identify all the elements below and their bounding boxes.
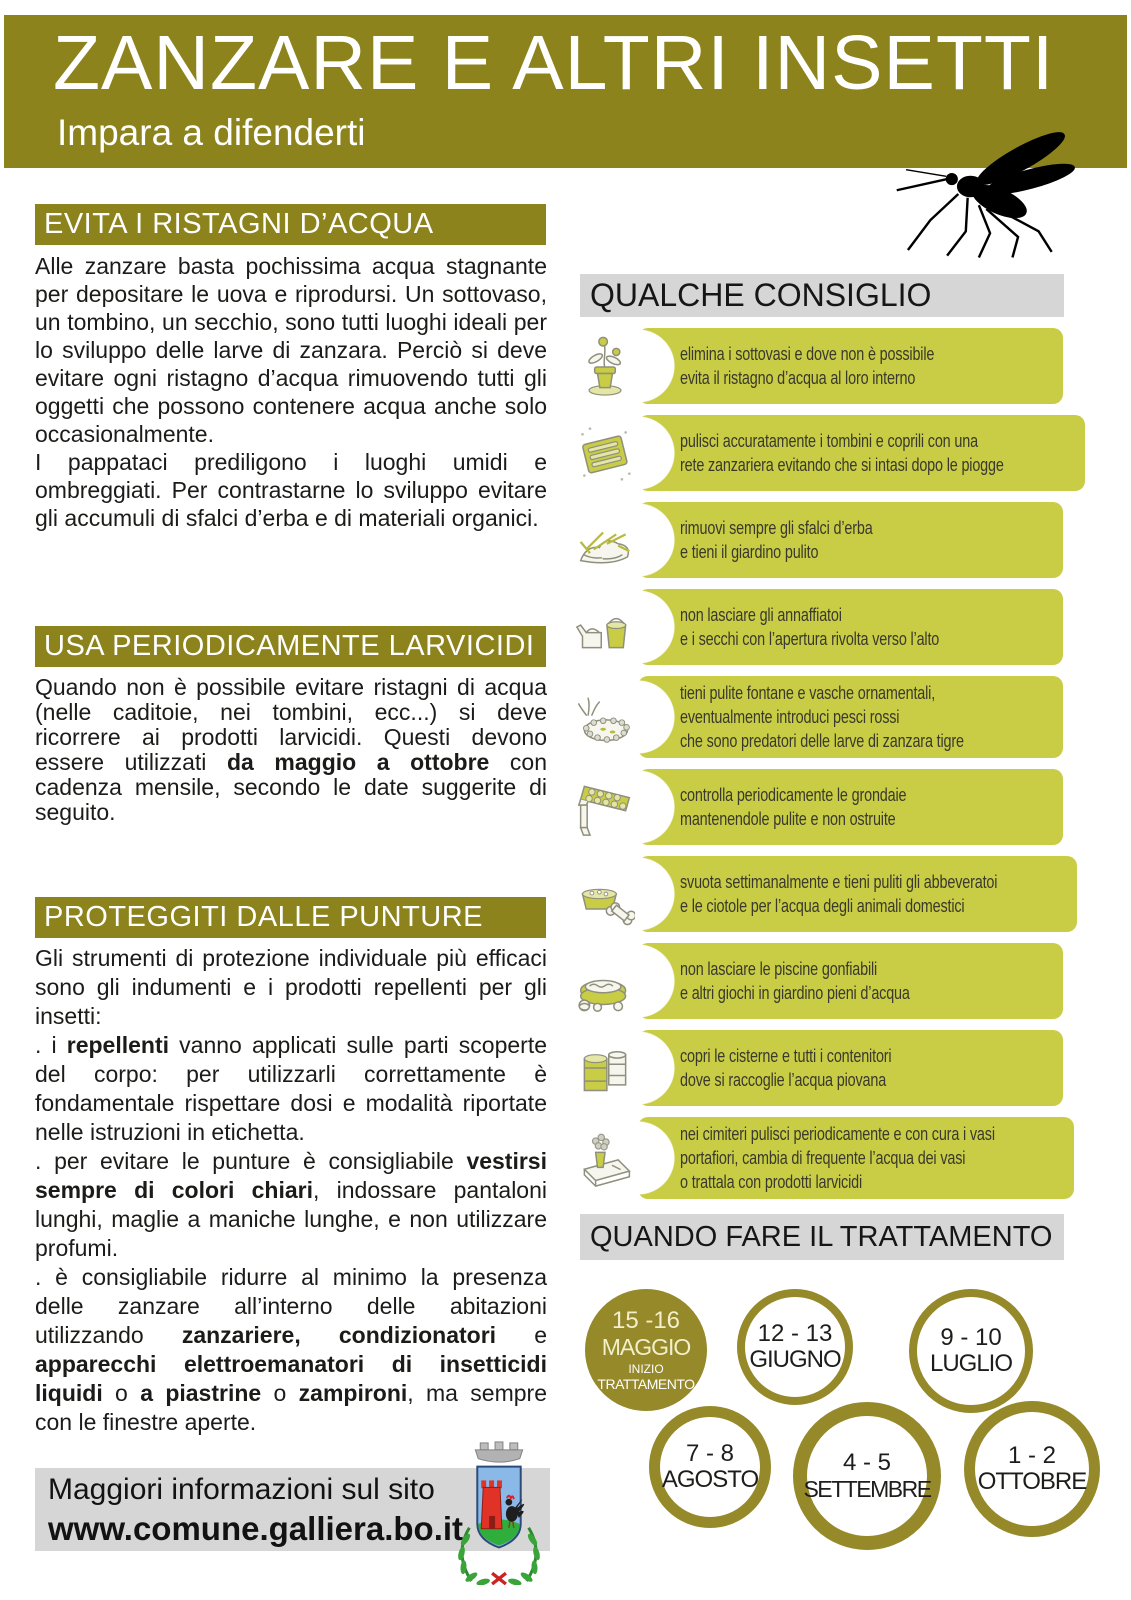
tip-text-line: mantenendole pulite e non ostruite <box>680 809 896 829</box>
circle-month: OTTOBRE <box>977 1468 1087 1495</box>
tip-text-line: tieni pulite fontane e vasche ornamentali, <box>680 683 936 703</box>
circle-month: SETTEMBRE <box>803 1476 931 1502</box>
tip-box <box>638 943 1063 1019</box>
treatment-circle-ottobre <box>964 1401 1100 1537</box>
tip-text-line: e i secchi con l’apertura rivolta verso l’alto <box>680 629 940 649</box>
treatment-circle-giugno <box>737 1289 853 1405</box>
section-heading-evita-ristagni: EVITA I RISTAGNI D’ACQUA <box>35 204 546 245</box>
tip-text <box>680 1044 1063 1092</box>
pet-bowl-icon <box>572 856 638 932</box>
tip-row <box>572 676 1063 758</box>
pool-icon <box>572 943 638 1019</box>
circle-month: AGOSTO <box>661 1466 759 1493</box>
treatment-circle-settembre <box>793 1402 941 1550</box>
treatment-heading: QUANDO FARE IL TRATTAMENTO <box>580 1214 1064 1260</box>
tip-box <box>638 589 1063 665</box>
tip-text <box>680 957 1063 1005</box>
tip-box <box>638 415 1085 491</box>
circle-note: INIZIO <box>628 1361 664 1376</box>
tips-heading: QUALCHE CONSIGLIO <box>580 274 1064 317</box>
circle-dates: 1 - 2 <box>1007 1442 1057 1469</box>
tip-text-line: e le ciotole per l’acqua degli animali domestici <box>680 896 965 916</box>
treatment-circle-maggio <box>585 1289 707 1411</box>
cistern-icon <box>572 1030 638 1106</box>
tip-text-line: nei cimiteri pulisci periodicamente e con cura i vasi <box>680 1124 995 1144</box>
tip-text-line: e altri giochi in giardino pieni d’acqua <box>680 983 910 1003</box>
tip-box <box>638 502 1063 578</box>
paragraph: . è consigliabile ridurre al minimo la presenza delle zanzare all’interno delle abitazioni utilizzando zanzariere, condizionatori e apparecchi elettroemanatori di insetticidi liquidi o a piastrine o zampironi, ma sempre con le finestre aperte. <box>35 1264 547 1435</box>
tip-text <box>680 342 1063 390</box>
tip-row <box>572 502 1063 578</box>
section-heading-usa-larvicidi: USA PERIODICAMENTE LARVICIDI <box>35 626 546 667</box>
section-body-evita-ristagni <box>35 252 547 532</box>
tip-text-line: non lasciare le piscine gonfiabili <box>680 959 878 979</box>
circle-dates: 9 - 10 <box>940 1324 1002 1351</box>
section-body-proteggiti-punture <box>35 944 547 1437</box>
paragraph: Quando non è possibile evitare ristagni di acqua (nelle caditoie, nei tombini, ecc...) si deve ricorrere ai prodotti larvicidi. Questi devono essere utilizzati da maggio a ottobre con cadenza mensile, secondo le date suggerite di seguito. <box>35 674 547 825</box>
tip-box <box>638 1030 1063 1106</box>
paragraph: . i repellenti vanno applicati sulle parti scoperte del corpo: per utilizzarli correttamente è fondamentale rispettare dosi e modalità riportate nelle istruzioni in etichetta. <box>35 1032 547 1145</box>
tip-row <box>572 856 1063 932</box>
circle-month: MAGGIO <box>601 1333 691 1360</box>
tip-row <box>572 1030 1063 1106</box>
tip-row <box>572 589 1063 665</box>
circle-month: LUGLIO <box>929 1350 1013 1377</box>
flower-pot-icon <box>572 328 638 404</box>
paragraph: . per evitare le punture è consigliabile vestirsi sempre di colori chiari, indossare pantaloni lunghi, maglie a maniche lunghe, e non utilizzare profumi. <box>35 1148 547 1261</box>
more-info-text: Maggiori informazioni sul sito <box>48 1472 435 1506</box>
circle-dates: 4 - 5 <box>842 1449 892 1476</box>
watering-can-icon <box>572 589 638 665</box>
tip-row <box>572 943 1063 1019</box>
tip-text <box>680 783 1063 831</box>
section-body-usa-larvicidi <box>35 675 547 825</box>
fountain-icon <box>572 676 638 758</box>
grave-vase-icon <box>572 1117 638 1199</box>
galliera-coat-of-arms <box>447 1437 551 1585</box>
tip-row <box>572 769 1063 845</box>
treatment-circle-agosto <box>649 1406 771 1528</box>
tip-text-line: pulisci accuratamente i tombini e coprili con una <box>680 431 978 451</box>
tip-text-line: dove si raccoglie l’acqua piovana <box>680 1070 887 1090</box>
tip-box <box>638 1117 1074 1199</box>
tip-text <box>680 681 1063 753</box>
tip-text-line: o trattala con prodotti larvicidi <box>680 1172 863 1192</box>
tip-box <box>638 769 1063 845</box>
tip-box <box>638 328 1063 404</box>
tip-text-line: rete zanzariera evitando che si intasi dopo le piogge <box>680 455 1004 475</box>
tip-text-line: che sono predatori delle larve di zanzara tigre <box>680 731 964 751</box>
tip-text <box>680 603 1063 651</box>
tip-text <box>680 1122 1074 1194</box>
tip-text <box>680 429 1085 477</box>
grass-clippings-icon <box>572 502 638 578</box>
circle-month: GIUGNO <box>749 1346 841 1373</box>
tip-text-line: portafiori, cambia di frequente l’acqua dei vasi <box>680 1148 966 1168</box>
paragraph: I pappataci prediligono i luoghi umidi e ombreggiati. Per contrastarne lo sviluppo evitare gli accumuli di sfalci d’erba e di materiali organici. <box>35 449 547 531</box>
circle-dates: 15 -16 <box>611 1306 681 1334</box>
treatment-circle-luglio <box>909 1289 1033 1413</box>
tip-text-line: svuota settimanalmente e tieni puliti gli abbeveratoi <box>680 872 998 892</box>
tips-list <box>572 328 1063 1210</box>
tip-text-line: non lasciare gli annaffiatoi <box>680 605 842 625</box>
tip-text-line: rimuovi sempre gli sfalci d’erba <box>680 518 873 538</box>
circle-dates: 7 - 8 <box>685 1440 735 1467</box>
page-title: ZANZARE E ALTRI INSETTI <box>53 20 1055 106</box>
gutter-icon <box>572 769 638 845</box>
tip-text-line: elimina i sottovasi e dove non è possibile <box>680 344 935 364</box>
tip-row <box>572 1117 1063 1199</box>
page-subtitle: Impara a difenderti <box>57 112 366 153</box>
tip-row <box>572 415 1063 491</box>
tip-row <box>572 328 1063 404</box>
paragraph: Gli strumenti di protezione individuale più efficaci sono gli indumenti e i prodotti repellenti per gli insetti: <box>35 945 547 1029</box>
tip-box <box>638 856 1077 932</box>
tip-text-line: controlla periodicamente le grondaie <box>680 785 907 805</box>
tip-text-line: eventualmente introduci pesci rossi <box>680 707 900 727</box>
tip-text <box>680 870 1077 918</box>
circle-note: TRATTAMENTO <box>597 1375 695 1392</box>
mosquito-icon <box>893 96 1089 264</box>
tip-text-line: evita il ristagno d’acqua al loro interno <box>680 368 916 388</box>
website-url: www.comune.galliera.bo.it <box>48 1509 464 1547</box>
section-heading-proteggiti-punture: PROTEGGITI DALLE PUNTURE <box>35 897 546 938</box>
tip-text-line: e tieni il giardino pulito <box>680 542 819 562</box>
circle-dates: 12 - 13 <box>757 1320 833 1347</box>
drain-grate-icon <box>572 415 638 491</box>
tip-text-line: copri le cisterne e tutti i contenitori <box>680 1046 892 1066</box>
tip-box <box>638 676 1063 758</box>
paragraph: Alle zanzare basta pochissima acqua stagnante per depositare le uova e riprodursi. Un sottovaso, un tombino, un secchio, sono tutti luoghi ideali per lo sviluppo delle larve di zanzara. Perciò si deve evitare ogni ristagno d’acqua rimuovendo tutti gli oggetti che possono contenere acqua anche solo occasionalmente. <box>35 253 547 447</box>
tip-text <box>680 516 1063 564</box>
